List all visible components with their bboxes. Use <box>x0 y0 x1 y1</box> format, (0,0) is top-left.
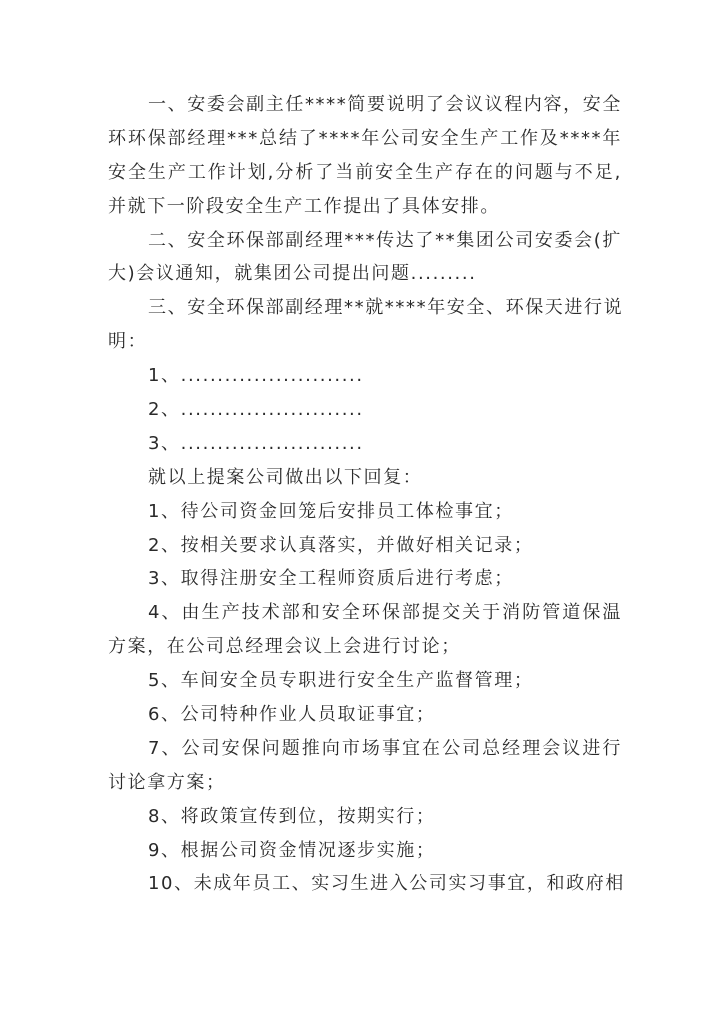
text-line: 7、公司安保问题推向市场事宜在公司总经理会议进行 <box>148 737 622 759</box>
document-page <box>108 88 625 901</box>
text-line: 8、将政策宣传到位，按期实行； <box>148 805 436 827</box>
text-line: 就以上提案公司做出以下回复： <box>148 466 423 488</box>
text-line: 三、安全环保部副经理**就****年安全、环保天进行说 <box>148 297 624 319</box>
text-line: 4、由生产技术部和安全环保部提交关于消防管道保温 <box>148 602 622 624</box>
text-line: 6、公司特种作业人员取证事宜； <box>148 704 436 726</box>
text-line: 二、安全环保部副经理***传达了**集团公司安委会(扩 <box>148 229 622 251</box>
text-line: 方案，在公司总经理会议上会进行讨论； <box>108 636 461 658</box>
text-line: 并就下一阶段安全生产工作提出了具体安排。 <box>108 195 500 217</box>
text-line: 明： <box>108 331 148 353</box>
text-line: 大)会议通知，就集团公司提出问题......... <box>108 263 477 285</box>
text-line: 1、待公司资金回笼后安排员工体检事宜； <box>148 500 514 522</box>
text-line: 2、......................... <box>148 399 364 421</box>
text-line: 2、按相关要求认真落实，并做好相关记录； <box>148 534 534 556</box>
text-line: 5、车间安全员专职进行安全生产监督管理； <box>148 670 534 692</box>
text-line: 讨论拿方案； <box>108 771 226 793</box>
text-line: 安全生产工作计划,分析了当前安全生产存在的问题与不足, <box>108 161 622 183</box>
text-line: 1、......................... <box>148 365 364 387</box>
text-line: 3、取得注册安全工程师资质后进行考虑； <box>148 568 514 590</box>
text-line: 环环保部经理***总结了****年公司安全生产工作及****年 <box>108 127 622 149</box>
text-line: 一、安委会副主任****简要说明了会议议程内容，安全 <box>148 94 622 115</box>
text-line: 10、未成年员工、实习生进入公司实习事宜，和政府相 <box>148 873 625 895</box>
text-line: 3、......................... <box>148 432 364 454</box>
text-line: 9、根据公司资金情况逐步实施； <box>148 839 436 861</box>
